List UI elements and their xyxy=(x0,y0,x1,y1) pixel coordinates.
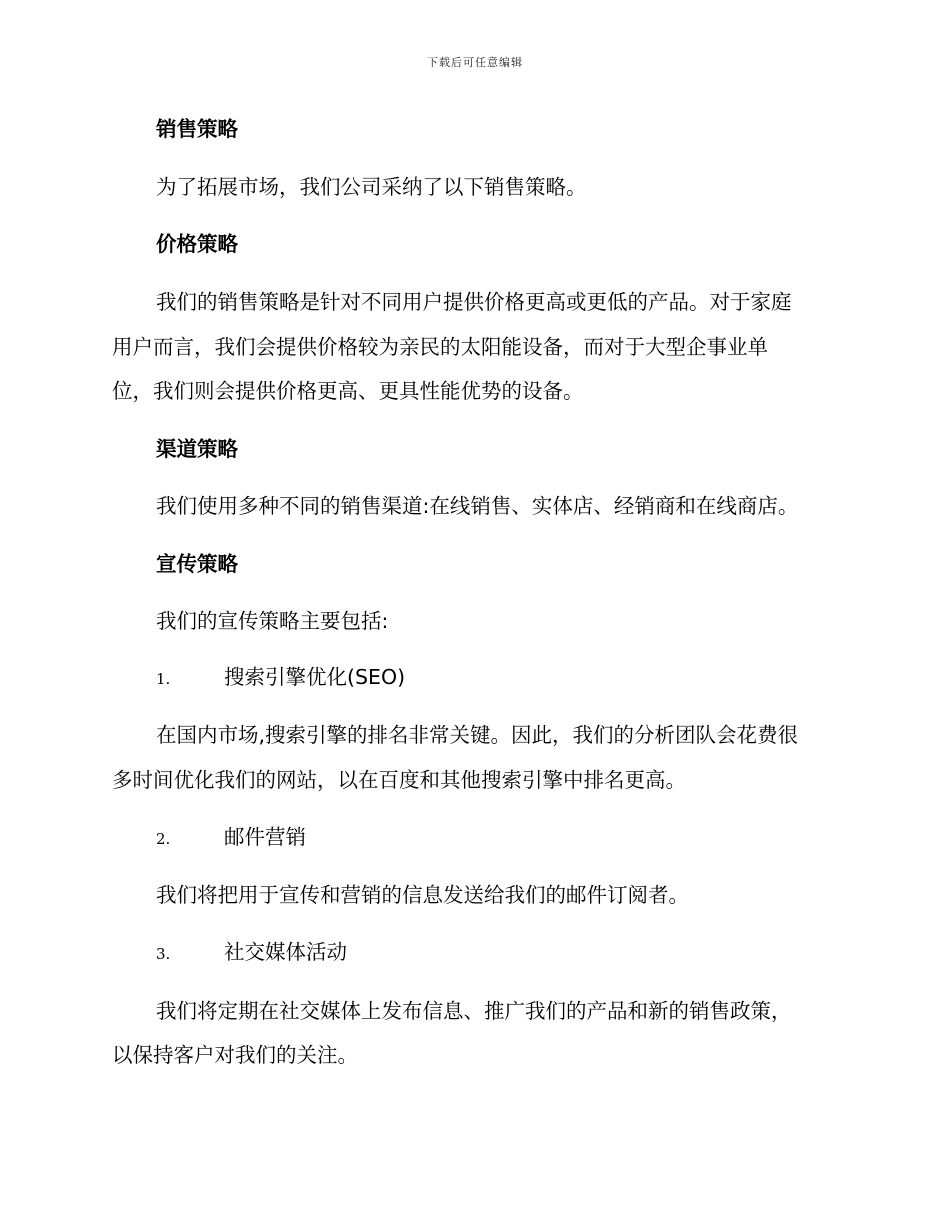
list-number-3: 3. xyxy=(156,945,171,963)
sales-strategy-intro: 为了拓展市场，我们公司采纳了以下销售策略。 xyxy=(156,175,587,199)
channel-strategy-heading: 渠道策略 xyxy=(156,437,238,461)
promo-strategy-intro: 我们的宣传策略主要包括: xyxy=(156,609,389,633)
social-text-line-2: 以保持客户对我们的关注。 xyxy=(112,1043,358,1067)
seo-text-line-2: 多时间优化我们的网站，以在百度和其他搜索引擎中排名更高。 xyxy=(112,768,686,792)
sales-strategy-heading: 销售策略 xyxy=(156,117,238,141)
social-text-line-1: 我们将定期在社交媒体上发布信息、推广我们的产品和新的销售政策， xyxy=(156,999,792,1023)
page-header: 下载后可任意编辑 xyxy=(427,56,523,69)
list-item-email-label: 邮件营销 xyxy=(224,825,306,849)
price-strategy-line-1: 我们的销售策略是针对不同用户提供价格更高或更低的产品。对于家庭 xyxy=(156,290,792,314)
list-number-2: 2. xyxy=(156,830,171,848)
list-number-1: 1. xyxy=(156,670,171,688)
seo-text-line-1: 在国内市场,搜索引擎的排名非常关键。因此，我们的分析团队会花费很 xyxy=(156,723,799,747)
list-item-seo-label: 搜索引擎优化(SEO) xyxy=(224,665,406,689)
price-strategy-line-3: 位，我们则会提供价格更高、更具性能优势的设备。 xyxy=(112,379,584,403)
channel-strategy-text: 我们使用多种不同的销售渠道:在线销售、实体店、经销商和在线商店。 xyxy=(156,494,799,518)
email-text-line-1: 我们将把用于宣传和营销的信息发送给我们的邮件订阅者。 xyxy=(156,883,689,907)
price-strategy-line-2: 用户而言，我们会提供价格较为亲民的太阳能设备，而对于大型企事业单 xyxy=(112,335,768,359)
price-strategy-heading: 价格策略 xyxy=(156,232,238,256)
list-item-social-label: 社交媒体活动 xyxy=(224,940,347,964)
promo-strategy-heading: 宣传策略 xyxy=(156,552,238,576)
